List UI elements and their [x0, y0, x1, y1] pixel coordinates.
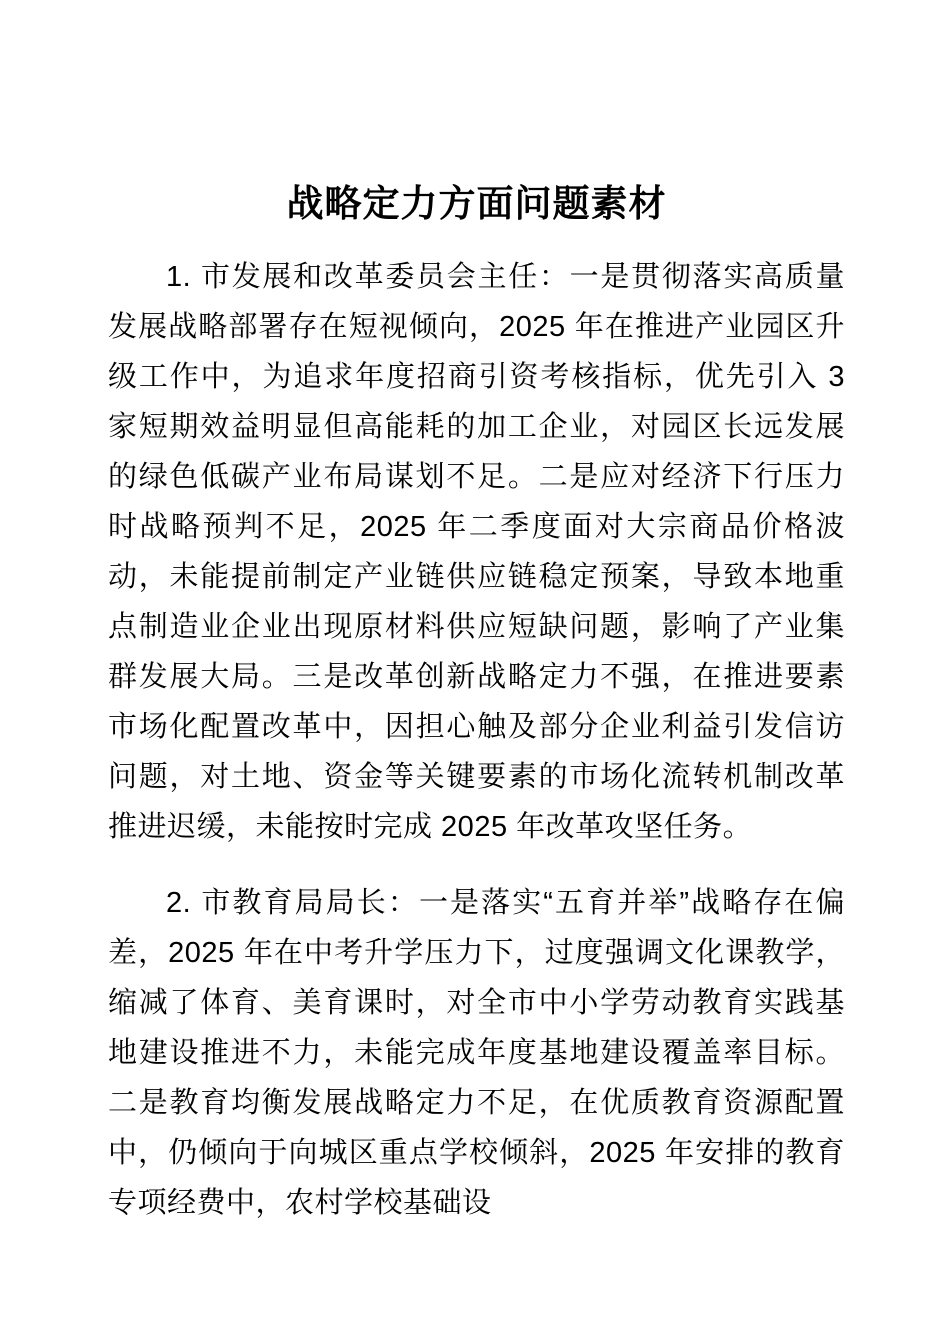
- body-paragraph-1: 1. 市发展和改革委员会主任：一是贯彻落实高质量发展战略部署存在短视倾向，2025 年在推进产业园区升级工作中，为追求年度招商引资考核指标，优先引入 3 家短期效益明显但高能耗的加工企业，对园区长远发展的绿色低碳产业布局谋划不足。二是应对经济下行压力时战略预判不足，2025 年二季度面对大宗商品价格波动，未能提前制定产业链供应链稳定预案，导致本地重点制造业企业出现原材料供应短缺问题，影响了产业集群发展大局。三是改革创新战略定力不强，在推进要素市场化配置改革中，因担心触及部分企业利益引发信访问题，对土地、资金等关键要素的市场化流转机制改革推进迟缓，未能按时完成 2025 年改革攻坚任务。: [108, 261, 845, 843]
- body-paragraph-2: 2. 市教育局局长：一是落实“五育并举”战略存在偏差，2025 年在中考升学压力下，过度强调文化课教学，缩减了体育、美育课时，对全市中小学劳动教育实践基地建设推进不力，未能完成年度基地建设覆盖率目标。二是教育均衡发展战略定力不足，在优质教育资源配置中，仍倾向于向城区重点学校倾斜，2025 年安排的教育专项经费中，农村学校基础设: [108, 887, 845, 1219]
- document-title: 战略定力方面问题素材: [286, 183, 667, 224]
